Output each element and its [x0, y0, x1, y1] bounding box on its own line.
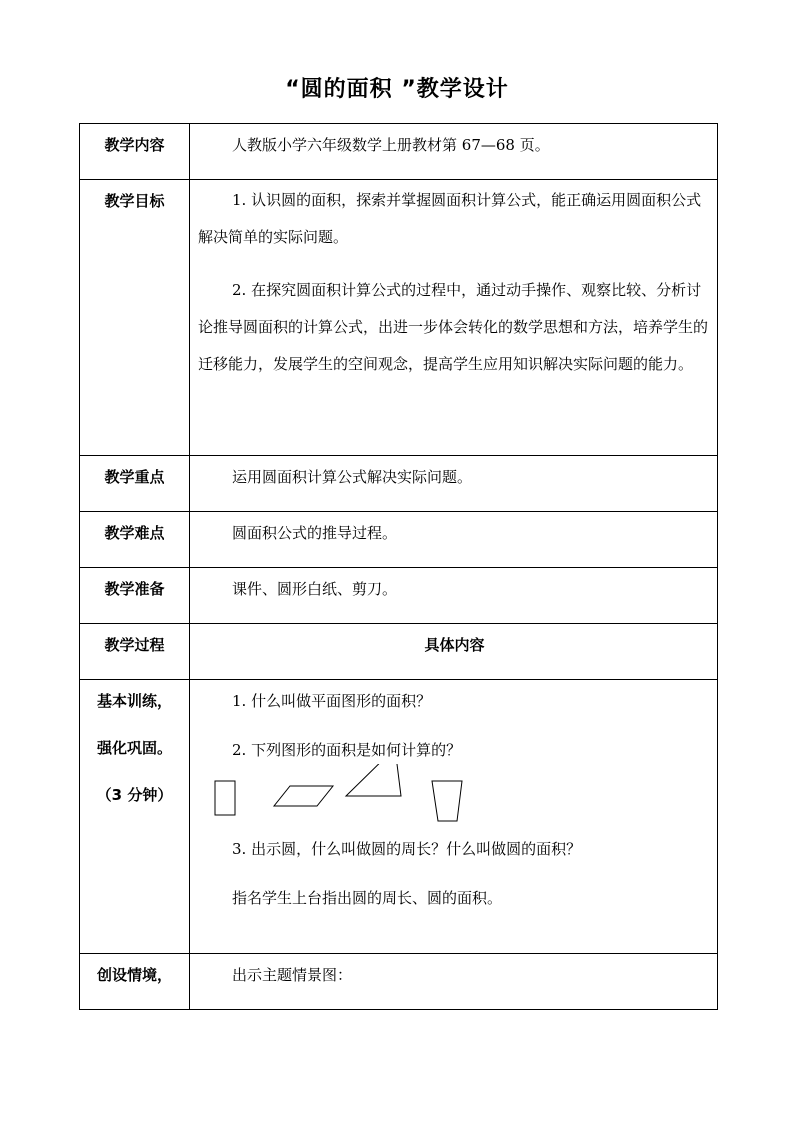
- table-row: [80, 624, 718, 680]
- table-row: [80, 568, 718, 624]
- training-label-line: 强化巩固。: [96, 739, 172, 757]
- table-row: [80, 954, 718, 1010]
- row-label-preparation: 教学准备: [80, 568, 190, 624]
- table-row: [80, 512, 718, 568]
- question-3: 3. 出示圆，什么叫做圆的周长？什么叫做圆的面积？: [232, 840, 582, 858]
- lesson-plan-table: [79, 123, 718, 1010]
- training-label-line: 基本训练，: [96, 692, 172, 710]
- table-row: [80, 456, 718, 512]
- content-text: 人教版小学六年级数学上册教材第 67—68 页。: [232, 136, 550, 154]
- difficulties-text: 圆面积公式的推导过程。: [232, 524, 398, 542]
- instruction-text: 指名学生上台指出圆的周长、圆的面积。: [232, 889, 503, 907]
- row-label-scenario: 创设情境，: [80, 954, 190, 1010]
- key-points-text: 运用圆面积计算公式解决实际问题。: [232, 468, 473, 486]
- row-label-content: 教学内容: [80, 124, 190, 180]
- rectangle-icon: [215, 781, 235, 815]
- row-label-difficulties: 教学难点: [80, 512, 190, 568]
- parallelogram-icon: [274, 786, 333, 806]
- row-label-objectives: 教学目标: [80, 180, 190, 456]
- table-row: [80, 124, 718, 180]
- preparation-text: 课件、圆形白纸、剪刀。: [232, 580, 398, 598]
- training-duration: （3 分钟）: [96, 786, 173, 804]
- shape-figures: [198, 764, 711, 836]
- scenario-text: 出示主题情景图：: [232, 966, 353, 984]
- question-2: 2. 下列图形的面积是如何计算的？: [232, 741, 462, 759]
- triangle-icon: [346, 764, 401, 796]
- row-label-process: 教学过程: [80, 624, 190, 680]
- table-row: [80, 680, 718, 954]
- objective-2: 2. 在探究圆面积计算公式的过程中，通过动手操作、观察比较、分析讨论推导圆面积的计算公式，出进一步体会转化的数学思想和方法，培养学生的迁移能力，发展学生的空间观念，提高学生应用知识解决实际问题的能力。: [198, 281, 709, 373]
- trapezoid-icon: [432, 781, 462, 821]
- document-title: “圆的面积 ”教学设计: [285, 77, 509, 102]
- process-header: 具体内容: [424, 636, 485, 654]
- objective-1: 1. 认识圆的面积，探索并掌握圆面积计算公式，能正确运用圆面积公式解决简单的实际问题。: [198, 191, 702, 246]
- table-row: [80, 180, 718, 456]
- row-label-key-points: 教学重点: [80, 456, 190, 512]
- question-1: 1. 什么叫做平面图形的面积？: [232, 692, 432, 710]
